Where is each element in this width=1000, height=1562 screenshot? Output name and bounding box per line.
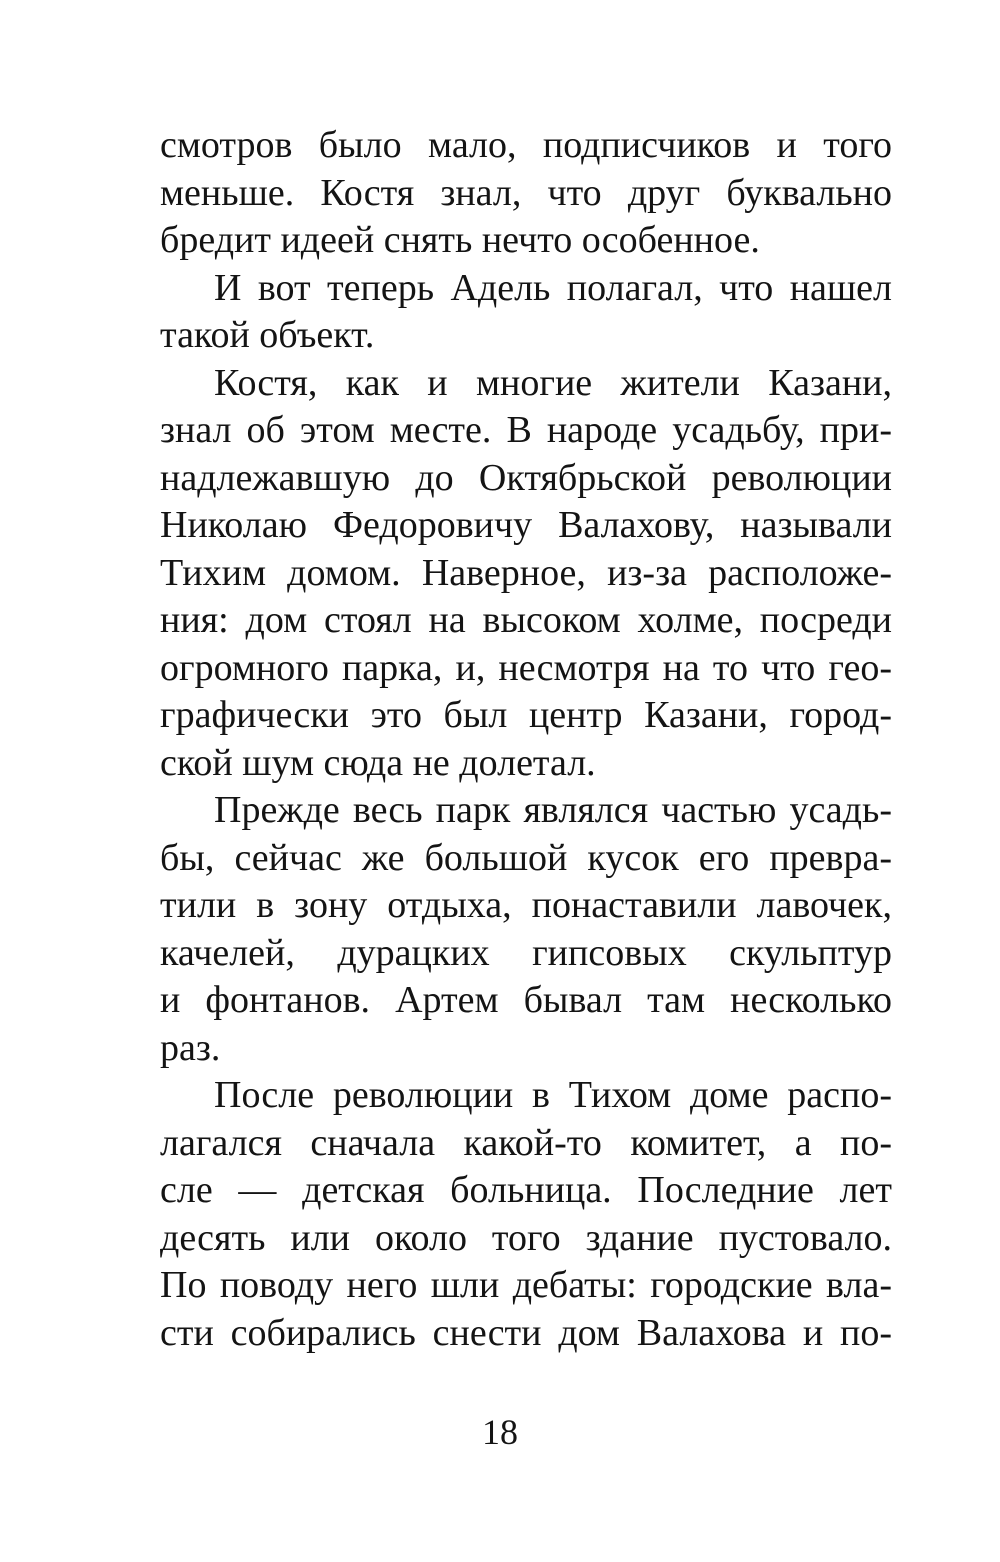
- text-line: тили в зону отдыха, понаставили лавочек,: [160, 884, 892, 926]
- text-line: сти собирались снести дом Валахова и по-: [160, 1311, 892, 1354]
- paragraph-2: [160, 265, 892, 360]
- text-line: бредит идеей снять нечто особенное.: [160, 219, 760, 261]
- text-line: раз.: [160, 1026, 221, 1069]
- text-line: Николаю Федоровичу Валахову, называли: [160, 504, 892, 546]
- text-line: огромного парка, и, несмотря на то что гео-: [160, 646, 892, 689]
- text-line: меньше. Костя знал, что друг буквально: [160, 171, 892, 214]
- text-line: лагался сначала какой-то комитет, а по-: [160, 1121, 892, 1164]
- text-line: и фонтанов. Артем бывал там несколько: [160, 979, 892, 1021]
- text-line: смотров было мало, подписчиков и того: [160, 124, 892, 166]
- paragraph-4: [160, 787, 892, 1072]
- body-text: [160, 122, 892, 1357]
- text-line: такой объект.: [160, 314, 375, 356]
- paragraph-3: [160, 360, 892, 788]
- text-line: ния: дом стоял на высоком холме, посреди: [160, 599, 892, 641]
- text-line: знал об этом месте. В народе усадьбу, при-: [160, 409, 892, 451]
- text-line: десять или около того здание пустовало.: [160, 1216, 892, 1259]
- text-line: ской шум сюда не долетал.: [160, 741, 596, 784]
- text-line: бы, сейчас же большой кусок его превра-: [160, 836, 892, 879]
- text-line: сле — детская больница. Последние лет: [160, 1169, 892, 1211]
- text-line: По поводу него шли дебаты: городские вла-: [160, 1264, 892, 1306]
- page-number: 18: [482, 1412, 518, 1452]
- paragraph-5: [160, 1072, 892, 1357]
- paragraph-1: [160, 122, 892, 265]
- text-line: Костя, как и многие жители Казани,: [214, 361, 892, 404]
- text-line: Тихим домом. Наверное, из-за расположе-: [160, 551, 892, 594]
- text-line: Прежде весь парк являлся частью усадь-: [214, 789, 892, 831]
- text-line: надлежавшую до Октябрьской революции: [160, 456, 892, 499]
- text-line: И вот теперь Адель полагал, что нашел: [214, 266, 892, 309]
- text-line: После революции в Тихом доме распо-: [214, 1074, 892, 1116]
- text-line: качелей, дурацких гипсовых скульптур: [160, 931, 892, 974]
- text-line: графически это был центр Казани, город-: [160, 694, 892, 736]
